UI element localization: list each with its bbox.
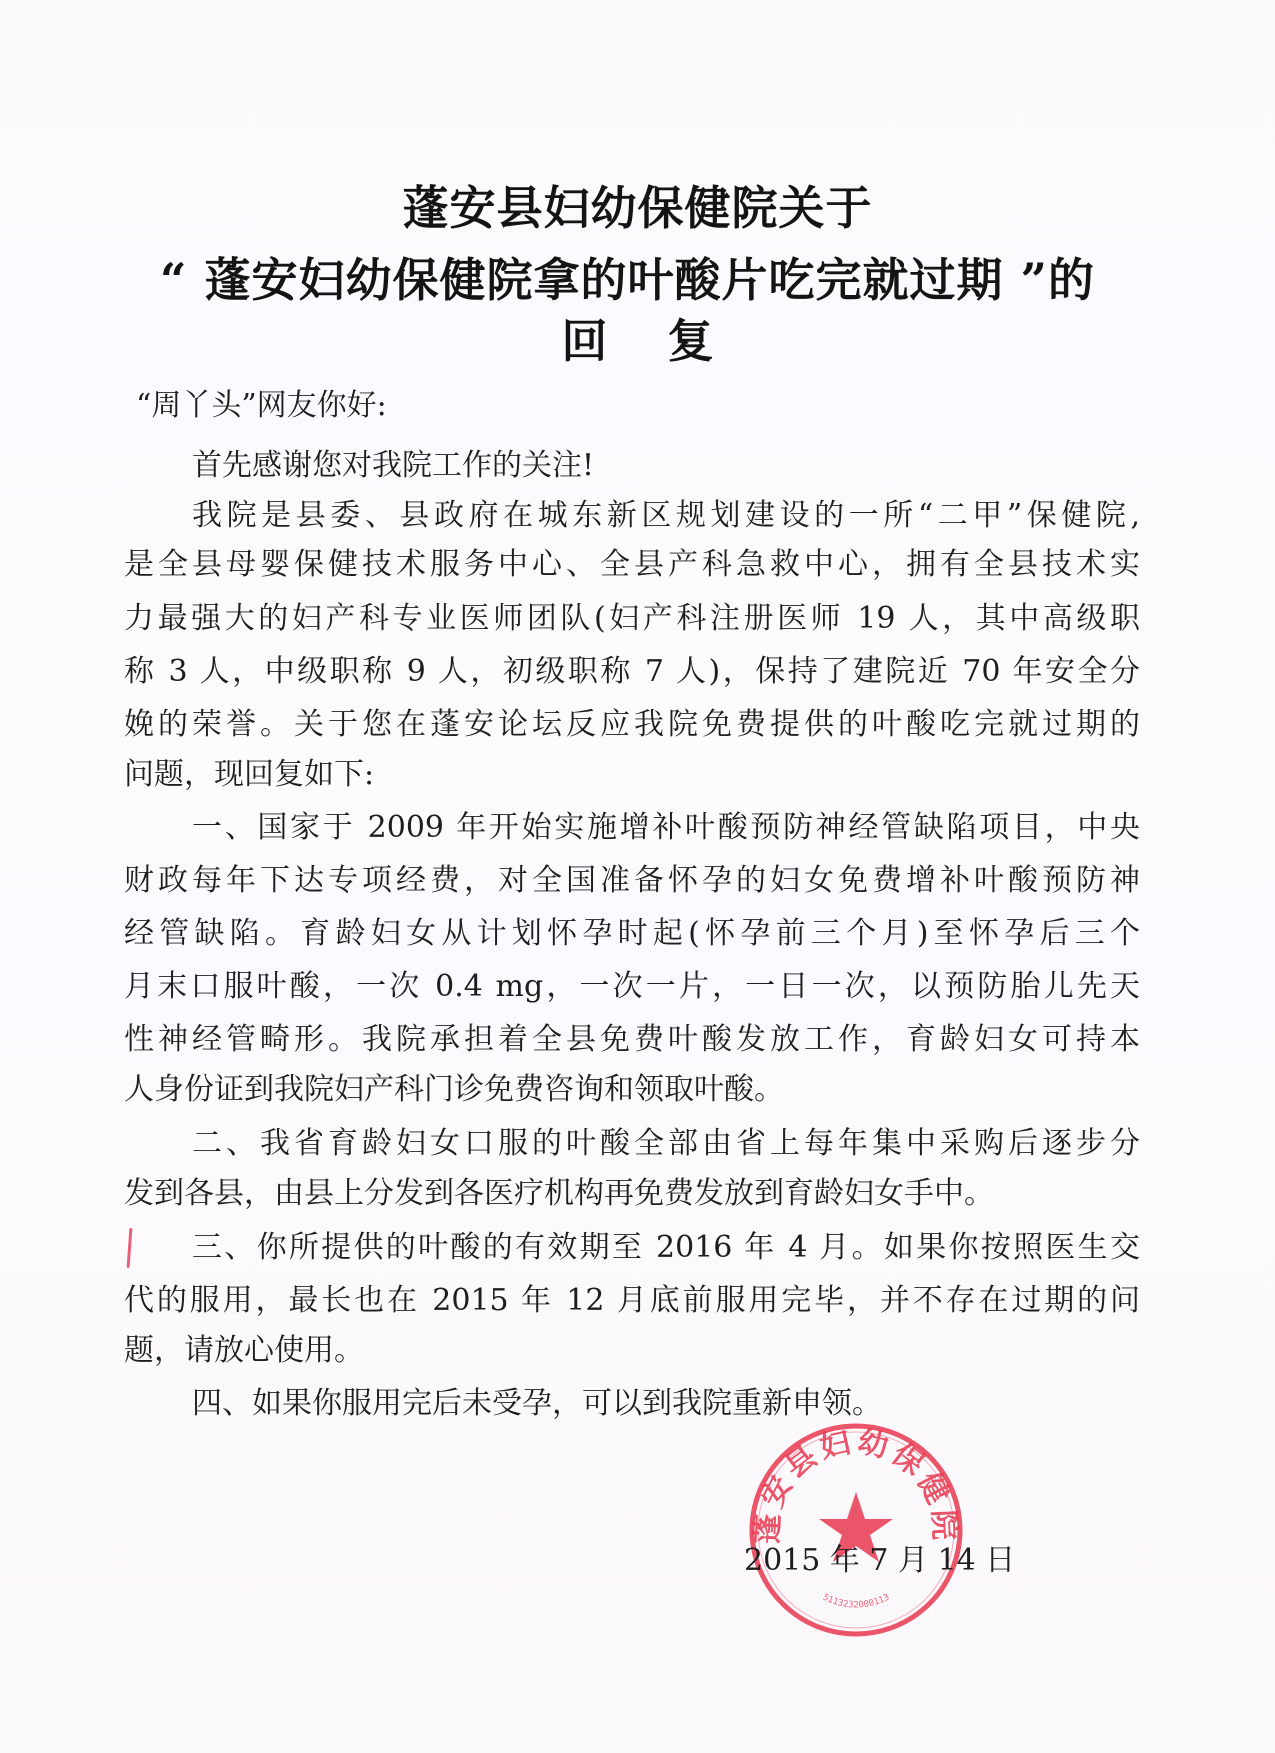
document-title-line-1: 蓬安县妇幼保健院关于	[402, 181, 873, 235]
paragraph-line: 题，请放心使用。	[124, 1333, 364, 1368]
paragraph-line: 四、如果你服用完后未受孕，可以到我院重新申领。	[192, 1386, 882, 1421]
margin-pen-mark	[127, 1228, 133, 1268]
paragraph-line: 我院是县委、县政府在城东新区规划建设的一所“二甲”保健院,	[192, 498, 1140, 533]
paragraph-line: 三、你所提供的叶酸的有效期至 2016 年 4 月。如果你按照医生交	[192, 1230, 1140, 1265]
paragraph-line: 月末口服叶酸，一次 0.4 mg，一次一片，一日一次，以预防胎儿先天	[124, 969, 1140, 1004]
paragraph-line: 发到各县，由县上分发到各医疗机构再免费发放到育龄妇女手中。	[124, 1176, 994, 1211]
document-title-line-2: “ 蓬安妇幼保健院拿的叶酸片吃完就过期 ”的	[160, 253, 1095, 307]
paragraph-line: 称 3 人，中级职称 9 人，初级职称 7 人)，保持了建院近 70 年安全分	[124, 654, 1140, 689]
paragraph-line: 财政每年下达专项经费，对全国准备怀孕的妇女免费增补叶酸预防神	[124, 863, 1140, 898]
paragraph-line: 娩的荣誉。关于您在蓬安论坛反应我院免费提供的叶酸吃完就过期的	[124, 707, 1140, 742]
paragraph-line: 经管缺陷。育龄妇女从计划怀孕时起(怀孕前三个月)至怀孕后三个	[124, 916, 1140, 951]
paragraph-line: 一、国家于 2009 年开始实施增补叶酸预防神经管缺陷项目，中央	[192, 810, 1140, 845]
svg-text:5113232000113: 5113232000113	[820, 1592, 892, 1611]
paragraph-line: 代的服用，最长也在 2015 年 12 月底前服用完毕，并不存在过期的问	[124, 1283, 1140, 1318]
paragraph-line: 是全县母婴保健技术服务中心、全县产科急救中心，拥有全县技术实	[124, 547, 1140, 582]
document-date: 2015 年 7 月 14 日	[744, 1543, 1016, 1578]
paragraph-line: 二、我省育龄妇女口服的叶酸全部由省上每年集中采购后逐步分	[192, 1126, 1140, 1161]
official-seal-icon	[746, 1420, 966, 1640]
salutation: “周丫头”网友你好:	[136, 388, 387, 423]
document-title-line-3: 回复	[561, 314, 774, 368]
paragraph-line: 问题，现回复如下:	[124, 757, 375, 792]
paragraph-line: 性神经管畸形。我院承担着全县免费叶酸发放工作，育龄妇女可持本	[124, 1022, 1140, 1057]
paragraph-line: 人身份证到我院妇产科门诊免费咨询和领取叶酸。	[124, 1072, 784, 1107]
svg-text:蓬安县妇幼保健院: 蓬安县妇幼保健院	[750, 1424, 962, 1545]
paragraph-line: 力最强大的妇产科专业医师团队(妇产科注册医师 19 人，其中高级职	[124, 601, 1140, 636]
paragraph-line: 首先感谢您对我院工作的关注!	[192, 448, 595, 483]
